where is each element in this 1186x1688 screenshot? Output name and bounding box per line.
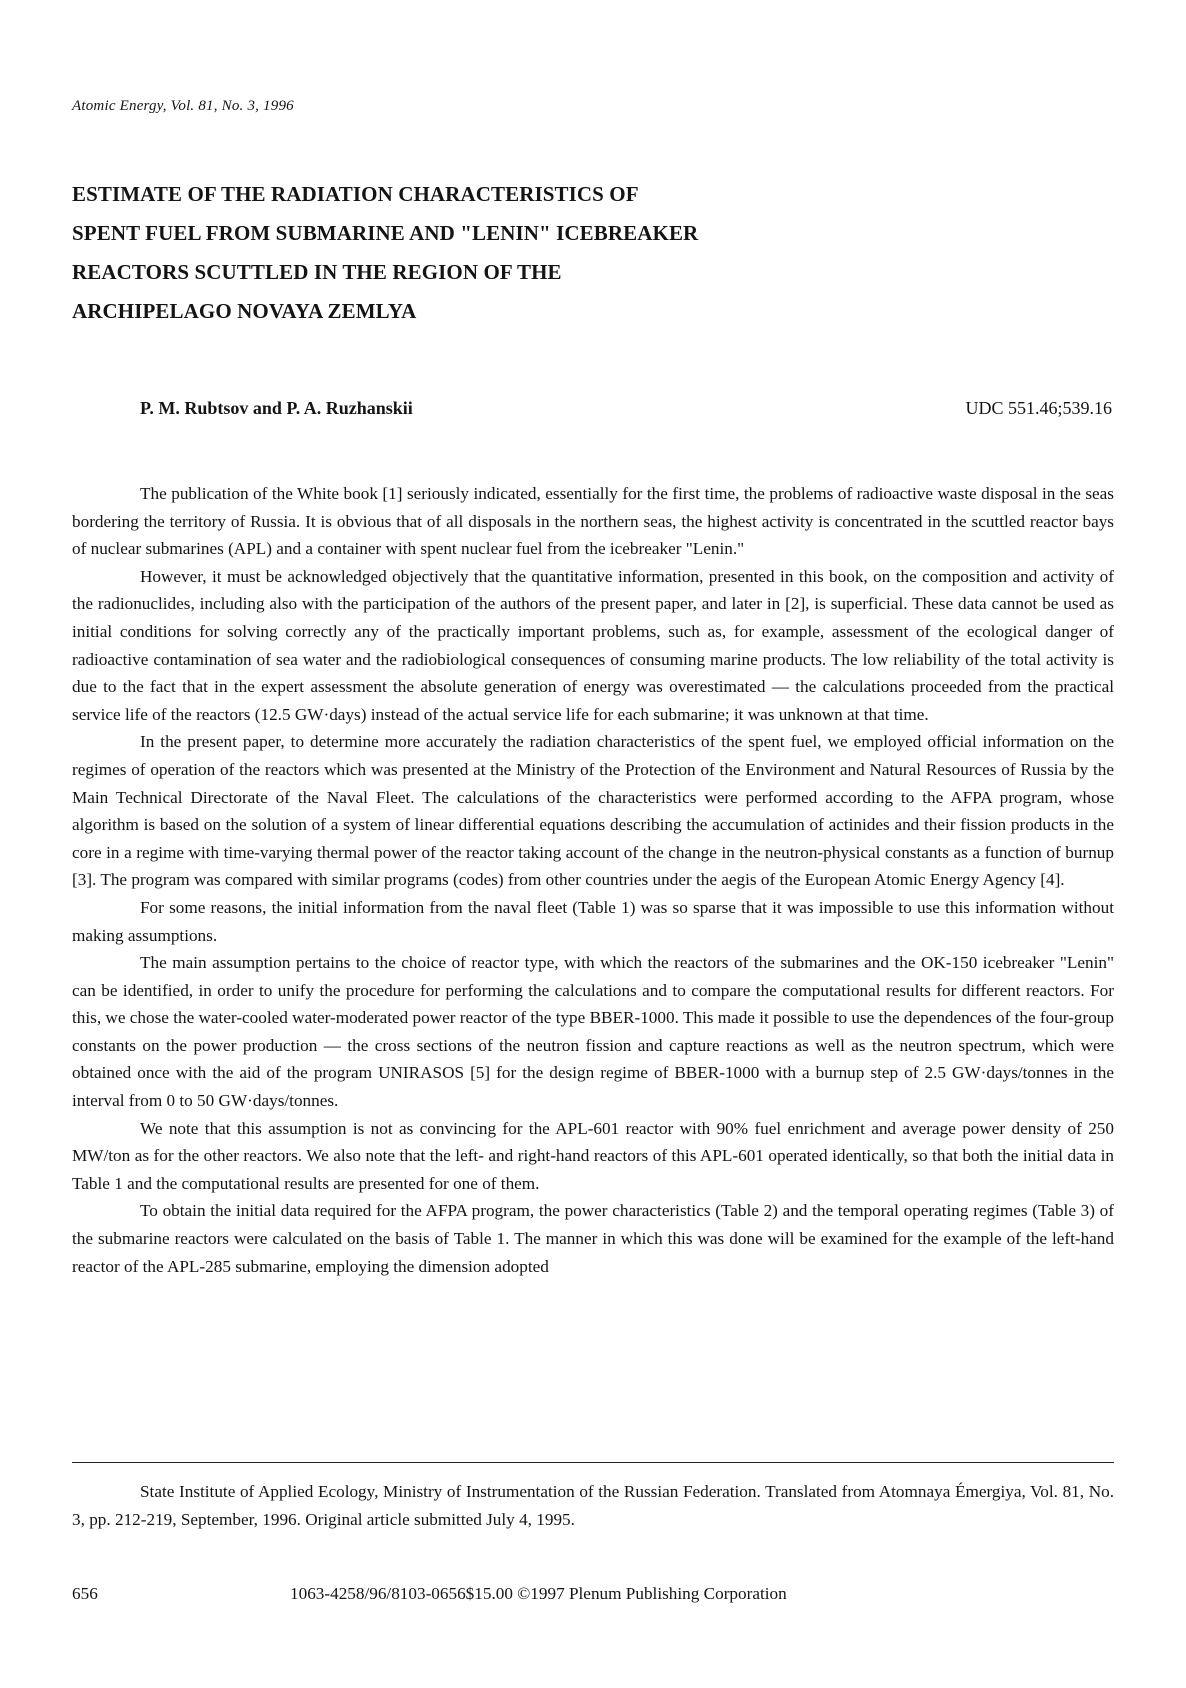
body-paragraph: However, it must be acknowledged objectively that the quantitative information, presented in this book, on the composition and activity of the radionuclides, including also with the participation of the authors of the present paper, and later in [2], is superficial. These data cannot be used as initial conditions for solving correctly any of the practically important problems, such as, for example, assessment of the ecological danger of radioactive contamination of sea water and the radiobiological consequences of consuming marine products. The low reliability of the total activity is due to the fact that in the expert assessment the absolute generation of energy was overestimated — the calculations proceeded from the practical service life of the reactors (12.5 GW·days) instead of the actual service life for each submarine; it was unknown at that time. [72, 566, 1114, 724]
footnote-text: State Institute of Applied Ecology, Ministry of Instrumentation of the Russian Federation. Translated from Atomnaya Émergiya, Vol. 81, No. 3, pp. 212-219, September, 1996. Original article submitted July 4, 1995. [72, 1482, 1114, 1529]
body-paragraph: To obtain the initial data required for the AFPA program, the power characteristics (Table 2) and the temporal operating regimes (Table 3) of the submarine reactors were calculated on the basis of Table 1. The manner in which this was done will be examined for the example of the left-hand reactor of the APL-285 submarine, employing the dimension adopted [72, 1201, 1114, 1276]
body-paragraph: The publication of the White book [1] seriously indicated, essentially for the first time, the problems of radioactive waste disposal in the seas bordering the territory of Russia. It is obvious that of all disposals in the northern seas, the highest activity is concentrated in the scuttled reactor bays of nuclear submarines (APL) and a container with spent nuclear fuel from the icebreaker "Lenin." [72, 484, 1114, 559]
title-line: ARCHIPELAGO NOVAYA ZEMLYA [72, 299, 417, 323]
page-number: 656 [72, 1584, 98, 1603]
body-paragraph: For some reasons, the initial information from the naval fleet (Table 1) was so sparse that it was impossible to use this information without making assumptions. [72, 897, 1114, 945]
body-paragraph: The main assumption pertains to the choice of reactor type, with which the reactors of the submarines and the OK-150 icebreaker "Lenin" can be identified, in order to unify the procedure for performing the calculations and to compare the computational results for different reactors. For this, we chose the water-cooled water-moderated power reactor of the type BBER-1000. This made it possible to use the dependences of the four-group constants on the power production — the cross sections of the neutron fission and capture reactions as well as the neutron spectrum, which were obtained once with the aid of the program UNIRASOS [5] for the design regime of BBER-1000 with a burnup step of 2.5 GW·days/tonnes in the interval from 0 to 50 GW·days/tonnes. [72, 953, 1114, 1111]
journal-reference: Atomic Energy, Vol. 81, No. 3, 1996 [72, 98, 294, 114]
body-paragraph: In the present paper, to determine more accurately the radiation characteristics of the spent fuel, we employed official information on the regimes of operation of the reactors which was presented at the Ministry of the Protection of the Environment and Natural Resources of Russia by the Main Technical Directorate of the Naval Fleet. The calculations of the characteristics were performed according to the AFPA program, whose algorithm is based on the solution of a system of linear differential equations describing the accumulation of actinides and their fission products in the core in a regime with time-varying thermal power of the reactor taking account of the change in the neutron-physical constants as a function of burnup [3]. The program was compared with similar programs (codes) from other countries under the aegis of the European Atomic Energy Agency [4]. [72, 732, 1114, 890]
udc-code: UDC 551.46;539.16 [965, 398, 1112, 418]
author-names: P. M. Rubtsov and P. A. Ruzhanskii [140, 398, 413, 418]
article-title [72, 175, 972, 331]
footnote-divider [72, 1462, 1114, 1463]
body-paragraph: We note that this assumption is not as convincing for the APL-601 reactor with 90% fuel enrichment and average power density of 250 MW/ton as for the other reactors. We also note that the left- and right-hand reactors of this APL-601 operated identically, so that both the initial data in Table 1 and the computational results are presented for one of them. [72, 1118, 1114, 1193]
article-body [72, 480, 1114, 1280]
title-line: SPENT FUEL FROM SUBMARINE AND "LENIN" ICEBREAKER [72, 221, 699, 245]
title-line: REACTORS SCUTTLED IN THE REGION OF THE [72, 260, 562, 284]
title-line: ESTIMATE OF THE RADIATION CHARACTERISTICS OF [72, 182, 639, 206]
affiliation-footnote [72, 1478, 1114, 1533]
publisher-line: 1063-4258/96/8103-0656$15.00 ©1997 Plenum Publishing Corporation [290, 1584, 787, 1603]
